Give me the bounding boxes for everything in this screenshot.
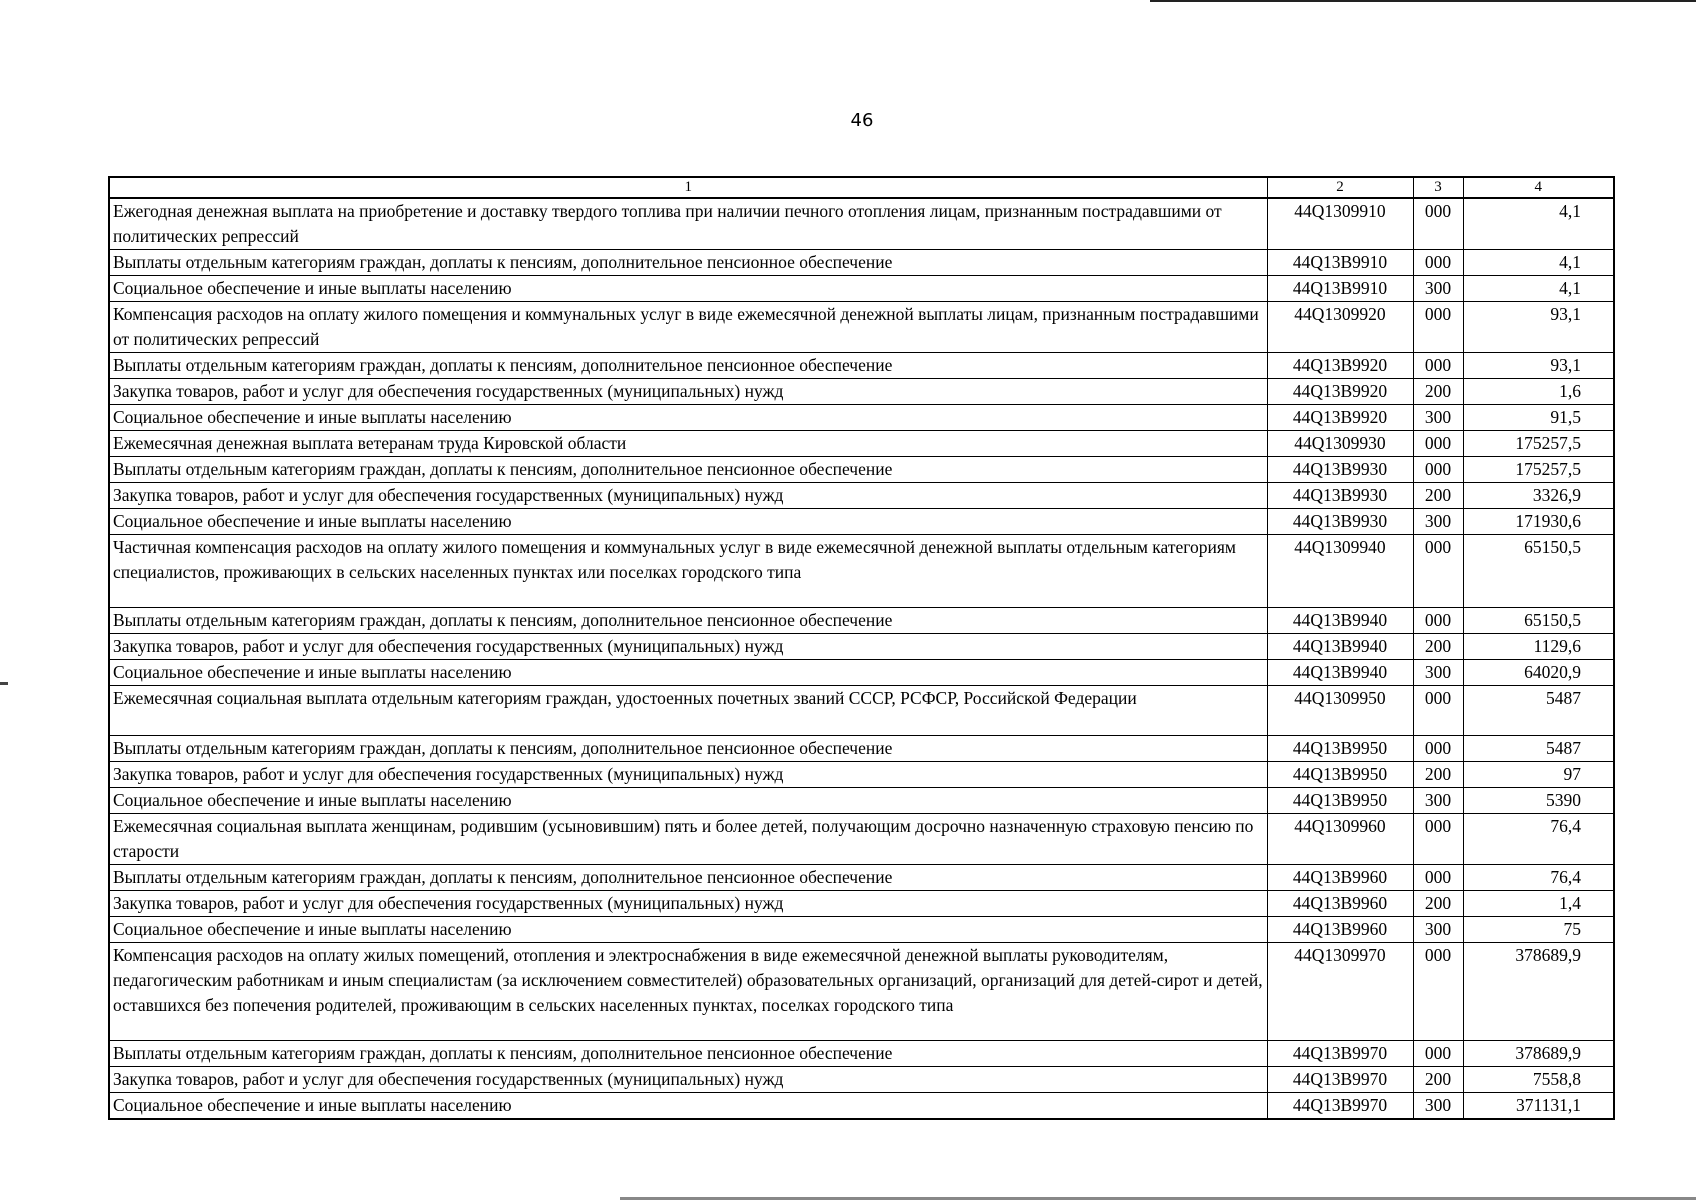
row-type-cell: 200 (1413, 379, 1463, 405)
row-name-cell: Закупка товаров, работ и услуг для обеспечения государственных (муниципальных) нужд (109, 483, 1267, 509)
row-amount-cell: 1,4 (1463, 891, 1614, 917)
row-type-cell: 000 (1413, 250, 1463, 276)
row-amount-cell: 5487 (1463, 736, 1614, 762)
row-type-cell: 300 (1413, 917, 1463, 943)
header-col-2: 2 (1267, 177, 1413, 198)
row-type-cell: 000 (1413, 431, 1463, 457)
scan-border-top (1150, 0, 1696, 2)
table-row (109, 405, 1614, 431)
row-type-cell: 000 (1413, 535, 1463, 608)
row-code-cell: 44Q13B9960 (1267, 891, 1413, 917)
row-amount-cell: 4,1 (1463, 250, 1614, 276)
row-type-cell: 300 (1413, 660, 1463, 686)
row-name-cell: Социальное обеспечение и иные выплаты населению (109, 405, 1267, 431)
table-row (109, 736, 1614, 762)
row-name-cell: Выплаты отдельным категориям граждан, доплаты к пенсиям, дополнительное пенсионное обеспечение (109, 250, 1267, 276)
row-amount-cell: 1129,6 (1463, 634, 1614, 660)
row-type-cell: 000 (1413, 302, 1463, 353)
row-code-cell: 44Q1309940 (1267, 535, 1413, 608)
row-type-cell: 300 (1413, 1093, 1463, 1120)
row-amount-cell: 5487 (1463, 686, 1614, 736)
row-code-cell: 44Q1309960 (1267, 814, 1413, 865)
row-amount-cell: 65150,5 (1463, 608, 1614, 634)
page-number: 46 (850, 110, 874, 131)
row-name-cell: Выплаты отдельным категориям граждан, доплаты к пенсиям, дополнительное пенсионное обеспечение (109, 736, 1267, 762)
table-row (109, 814, 1614, 865)
row-amount-cell: 378689,9 (1463, 943, 1614, 1041)
row-name-cell: Ежемесячная денежная выплата ветеранам труда Кировской области (109, 431, 1267, 457)
table-row (109, 457, 1614, 483)
row-amount-cell: 378689,9 (1463, 1041, 1614, 1067)
row-code-cell: 44Q13B9970 (1267, 1067, 1413, 1093)
row-name-cell: Социальное обеспечение и иные выплаты населению (109, 276, 1267, 302)
row-name-cell: Компенсация расходов на оплату жилого помещения и коммунальных услуг в виде ежемесячной денежной выплаты лицам, признанным пострадавшими от политических репрессий (109, 302, 1267, 353)
row-amount-cell: 7558,8 (1463, 1067, 1614, 1093)
row-code-cell: 44Q13B9970 (1267, 1093, 1413, 1120)
header-col-3: 3 (1413, 177, 1463, 198)
row-type-cell: 000 (1413, 198, 1463, 250)
table-row (109, 431, 1614, 457)
row-code-cell: 44Q13B9930 (1267, 457, 1413, 483)
table-row (109, 943, 1614, 1041)
row-amount-cell: 4,1 (1463, 276, 1614, 302)
row-name-cell: Компенсация расходов на оплату жилых помещений, отопления и электроснабжения в виде ежемесячной денежной выплаты руководителям, педагогическим работникам и иным специалистам (за исключением совместителей) образовательных организаций, организаций для детей-сирот и детей, оставшихся без попечения родителей, проживающим в сельских населенных пунктах, поселках городского типа (109, 943, 1267, 1041)
row-code-cell: 44Q13B9970 (1267, 1041, 1413, 1067)
row-name-cell: Закупка товаров, работ и услуг для обеспечения государственных (муниципальных) нужд (109, 762, 1267, 788)
row-code-cell: 44Q1309950 (1267, 686, 1413, 736)
row-name-cell: Закупка товаров, работ и услуг для обеспечения государственных (муниципальных) нужд (109, 891, 1267, 917)
row-name-cell: Ежемесячная социальная выплата отдельным категориям граждан, удостоенных почетных званий СССР, РСФСР, Российской Федерации (109, 686, 1267, 736)
row-name-cell: Социальное обеспечение и иные выплаты населению (109, 509, 1267, 535)
table-row (109, 379, 1614, 405)
scan-mark-left (0, 682, 8, 685)
row-amount-cell: 76,4 (1463, 865, 1614, 891)
row-code-cell: 44Q13B9950 (1267, 736, 1413, 762)
row-type-cell: 000 (1413, 736, 1463, 762)
row-type-cell: 000 (1413, 865, 1463, 891)
row-amount-cell: 5390 (1463, 788, 1614, 814)
table-row (109, 917, 1614, 943)
row-type-cell: 300 (1413, 509, 1463, 535)
row-code-cell: 44Q13B9950 (1267, 788, 1413, 814)
table-row (109, 788, 1614, 814)
row-code-cell: 44Q13B9960 (1267, 917, 1413, 943)
row-type-cell: 300 (1413, 788, 1463, 814)
row-type-cell: 200 (1413, 891, 1463, 917)
row-code-cell: 44Q1309910 (1267, 198, 1413, 250)
row-name-cell: Выплаты отдельным категориям граждан, доплаты к пенсиям, дополнительное пенсионное обеспечение (109, 1041, 1267, 1067)
row-code-cell: 44Q1309930 (1267, 431, 1413, 457)
table-row (109, 302, 1614, 353)
row-amount-cell: 1,6 (1463, 379, 1614, 405)
row-type-cell: 200 (1413, 762, 1463, 788)
row-code-cell: 44Q13B9930 (1267, 483, 1413, 509)
row-code-cell: 44Q13B9920 (1267, 405, 1413, 431)
row-name-cell: Социальное обеспечение и иные выплаты населению (109, 660, 1267, 686)
header-col-4: 4 (1463, 177, 1614, 198)
table-row (109, 535, 1614, 608)
table-row (109, 353, 1614, 379)
row-code-cell: 44Q13B9910 (1267, 276, 1413, 302)
row-type-cell: 000 (1413, 457, 1463, 483)
row-type-cell: 000 (1413, 608, 1463, 634)
row-code-cell: 44Q13B9940 (1267, 634, 1413, 660)
table-row (109, 865, 1614, 891)
row-type-cell: 000 (1413, 1041, 1463, 1067)
table-row (109, 276, 1614, 302)
row-type-cell: 200 (1413, 1067, 1463, 1093)
row-type-cell: 200 (1413, 483, 1463, 509)
row-code-cell: 44Q1309920 (1267, 302, 1413, 353)
table-row (109, 1041, 1614, 1067)
row-type-cell: 300 (1413, 405, 1463, 431)
row-name-cell: Социальное обеспечение и иные выплаты населению (109, 1093, 1267, 1120)
row-code-cell: 44Q13B9920 (1267, 379, 1413, 405)
table-row (109, 250, 1614, 276)
row-code-cell: 44Q1309970 (1267, 943, 1413, 1041)
table-row (109, 483, 1614, 509)
row-amount-cell: 175257,5 (1463, 457, 1614, 483)
table-row (109, 686, 1614, 736)
row-code-cell: 44Q13B9930 (1267, 509, 1413, 535)
row-name-cell: Частичная компенсация расходов на оплату жилого помещения и коммунальных услуг в виде ежемесячной денежной выплаты отдельным категориям специалистов, проживающих в сельских населенных пунктах или поселках городского типа (109, 535, 1267, 608)
table-row (109, 198, 1614, 250)
row-amount-cell: 4,1 (1463, 198, 1614, 250)
table-row (109, 762, 1614, 788)
row-amount-cell: 65150,5 (1463, 535, 1614, 608)
budget-table (108, 176, 1615, 1120)
row-amount-cell: 371131,1 (1463, 1093, 1614, 1120)
row-code-cell: 44Q13B9920 (1267, 353, 1413, 379)
row-type-cell: 000 (1413, 686, 1463, 736)
row-name-cell: Закупка товаров, работ и услуг для обеспечения государственных (муниципальных) нужд (109, 1067, 1267, 1093)
row-name-cell: Закупка товаров, работ и услуг для обеспечения государственных (муниципальных) нужд (109, 634, 1267, 660)
header-col-1: 1 (109, 177, 1267, 198)
row-code-cell: 44Q13B9950 (1267, 762, 1413, 788)
row-name-cell: Социальное обеспечение и иные выплаты населению (109, 788, 1267, 814)
row-name-cell: Закупка товаров, работ и услуг для обеспечения государственных (муниципальных) нужд (109, 379, 1267, 405)
row-amount-cell: 93,1 (1463, 353, 1614, 379)
row-name-cell: Выплаты отдельным категориям граждан, доплаты к пенсиям, дополнительное пенсионное обеспечение (109, 457, 1267, 483)
row-amount-cell: 97 (1463, 762, 1614, 788)
row-code-cell: 44Q13B9940 (1267, 608, 1413, 634)
row-name-cell: Социальное обеспечение и иные выплаты населению (109, 917, 1267, 943)
row-amount-cell: 64020,9 (1463, 660, 1614, 686)
row-amount-cell: 175257,5 (1463, 431, 1614, 457)
row-type-cell: 300 (1413, 276, 1463, 302)
row-name-cell: Ежемесячная социальная выплата женщинам, родившим (усыновившим) пять и более детей, получающим досрочно назначенную страховую пенсию по старости (109, 814, 1267, 865)
row-amount-cell: 3326,9 (1463, 483, 1614, 509)
table-row (109, 660, 1614, 686)
row-name-cell: Выплаты отдельным категориям граждан, доплаты к пенсиям, дополнительное пенсионное обеспечение (109, 608, 1267, 634)
table-row (109, 1067, 1614, 1093)
row-amount-cell: 76,4 (1463, 814, 1614, 865)
table-row (109, 608, 1614, 634)
table-row (109, 1093, 1614, 1120)
table-row (109, 509, 1614, 535)
row-amount-cell: 171930,6 (1463, 509, 1614, 535)
header-row (109, 177, 1614, 198)
row-type-cell: 000 (1413, 814, 1463, 865)
table-row (109, 891, 1614, 917)
row-name-cell: Выплаты отдельным категориям граждан, доплаты к пенсиям, дополнительное пенсионное обеспечение (109, 865, 1267, 891)
table-body (109, 198, 1614, 1119)
row-name-cell: Выплаты отдельным категориям граждан, доплаты к пенсиям, дополнительное пенсионное обеспечение (109, 353, 1267, 379)
row-amount-cell: 91,5 (1463, 405, 1614, 431)
row-code-cell: 44Q13B9910 (1267, 250, 1413, 276)
row-type-cell: 000 (1413, 943, 1463, 1041)
row-type-cell: 200 (1413, 634, 1463, 660)
row-type-cell: 000 (1413, 353, 1463, 379)
table-row (109, 634, 1614, 660)
row-amount-cell: 93,1 (1463, 302, 1614, 353)
row-code-cell: 44Q13B9940 (1267, 660, 1413, 686)
row-name-cell: Ежегодная денежная выплата на приобретение и доставку твердого топлива при наличии печного отопления лицам, признанным пострадавшими от политических репрессий (109, 198, 1267, 250)
row-amount-cell: 75 (1463, 917, 1614, 943)
row-code-cell: 44Q13B9960 (1267, 865, 1413, 891)
